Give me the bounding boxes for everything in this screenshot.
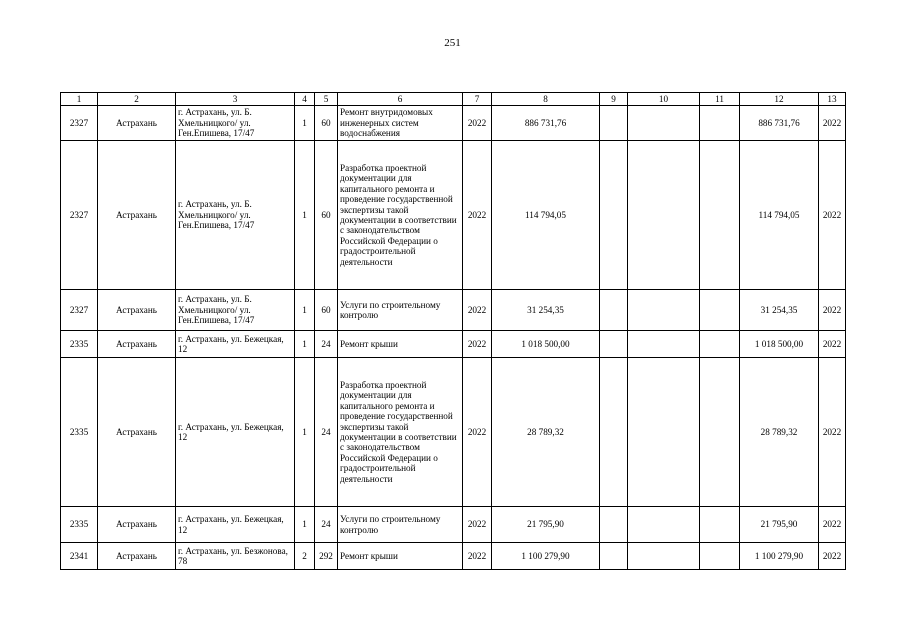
cell-address: г. Астрахань, ул. Бежецкая, 12	[176, 507, 295, 543]
cell-city: Астрахань	[98, 290, 176, 331]
cell-total: 1 100 279,90	[740, 543, 819, 570]
cell-end-year: 2022	[819, 331, 846, 358]
cell-col10	[628, 141, 700, 290]
cell-col5: 292	[315, 543, 338, 570]
cell-work: Разработка проектной документации для капитального ремонта и проведение государственной экспертизы такой документации в соответствии с законодательством Российской Федерации о градостроительной деятельности	[338, 358, 463, 507]
cell-work: Ремонт крыши	[338, 331, 463, 358]
cell-year: 2022	[463, 141, 492, 290]
cell-col11	[700, 507, 740, 543]
table-row	[61, 290, 846, 331]
table-row	[61, 331, 846, 358]
cell-col11	[700, 358, 740, 507]
cell-address: г. Астрахань, ул. Б. Хмельницкого/ ул. Ген.Епишева, 17/47	[176, 290, 295, 331]
cell-total: 21 795,90	[740, 507, 819, 543]
cell-city: Астрахань	[98, 106, 176, 141]
table-row	[61, 106, 846, 141]
cell-col9	[600, 507, 628, 543]
cell-col9	[600, 331, 628, 358]
cell-id: 2327	[61, 290, 98, 331]
cell-address: г. Астрахань, ул. Б. Хмельницкого/ ул. Ген.Епишева, 17/47	[176, 106, 295, 141]
cell-col10	[628, 106, 700, 141]
cell-sum: 1 018 500,00	[492, 331, 600, 358]
cell-col11	[700, 290, 740, 331]
cell-year: 2022	[463, 290, 492, 331]
cell-col11	[700, 331, 740, 358]
cell-year: 2022	[463, 331, 492, 358]
cell-col4: 1	[295, 106, 315, 141]
cell-sum: 28 789,32	[492, 358, 600, 507]
col-header: 2	[98, 93, 176, 106]
cell-work: Услуги по строительному контролю	[338, 507, 463, 543]
cell-work: Услуги по строительному контролю	[338, 290, 463, 331]
table-row	[61, 507, 846, 543]
cell-col5: 24	[315, 358, 338, 507]
cell-col11	[700, 543, 740, 570]
cell-address: г. Астрахань, ул. Бежецкая, 12	[176, 358, 295, 507]
cell-id: 2341	[61, 543, 98, 570]
cell-id: 2327	[61, 141, 98, 290]
cell-col5: 24	[315, 331, 338, 358]
cell-col10	[628, 331, 700, 358]
col-header: 3	[176, 93, 295, 106]
repair-program-table	[60, 92, 846, 570]
cell-sum: 1 100 279,90	[492, 543, 600, 570]
cell-year: 2022	[463, 106, 492, 141]
cell-sum: 114 794,05	[492, 141, 600, 290]
cell-col4: 2	[295, 543, 315, 570]
cell-total: 1 018 500,00	[740, 331, 819, 358]
col-header: 4	[295, 93, 315, 106]
cell-col10	[628, 507, 700, 543]
cell-end-year: 2022	[819, 290, 846, 331]
cell-year: 2022	[463, 543, 492, 570]
col-header: 13	[819, 93, 846, 106]
cell-id: 2335	[61, 358, 98, 507]
col-header: 6	[338, 93, 463, 106]
cell-total: 28 789,32	[740, 358, 819, 507]
cell-id: 2335	[61, 507, 98, 543]
cell-col5: 24	[315, 507, 338, 543]
cell-col5: 60	[315, 290, 338, 331]
cell-address: г. Астрахань, ул. Б. Хмельницкого/ ул. Ген.Епишева, 17/47	[176, 141, 295, 290]
cell-end-year: 2022	[819, 141, 846, 290]
table-row	[61, 543, 846, 570]
cell-col10	[628, 290, 700, 331]
col-header: 9	[600, 93, 628, 106]
cell-address: г. Астрахань, ул. Безжонова, 78	[176, 543, 295, 570]
cell-end-year: 2022	[819, 106, 846, 141]
cell-col11	[700, 106, 740, 141]
cell-address: г. Астрахань, ул. Бежецкая, 12	[176, 331, 295, 358]
cell-end-year: 2022	[819, 358, 846, 507]
cell-col4: 1	[295, 507, 315, 543]
cell-city: Астрахань	[98, 141, 176, 290]
cell-year: 2022	[463, 507, 492, 543]
cell-col9	[600, 106, 628, 141]
col-header: 5	[315, 93, 338, 106]
col-header: 8	[492, 93, 600, 106]
table-row	[61, 141, 846, 290]
col-header: 10	[628, 93, 700, 106]
cell-id: 2327	[61, 106, 98, 141]
col-header: 7	[463, 93, 492, 106]
cell-id: 2335	[61, 331, 98, 358]
cell-col11	[700, 141, 740, 290]
cell-total: 886 731,76	[740, 106, 819, 141]
cell-col10	[628, 358, 700, 507]
cell-col9	[600, 141, 628, 290]
page-number: 251	[444, 37, 461, 49]
cell-sum: 886 731,76	[492, 106, 600, 141]
cell-col4: 1	[295, 141, 315, 290]
cell-city: Астрахань	[98, 543, 176, 570]
cell-col5: 60	[315, 106, 338, 141]
cell-end-year: 2022	[819, 507, 846, 543]
cell-work: Разработка проектной документации для капитального ремонта и проведение государственной экспертизы такой документации в соответствии с законодательством Российской Федерации о градостроительной деятельности	[338, 141, 463, 290]
col-header: 12	[740, 93, 819, 106]
col-header: 1	[61, 93, 98, 106]
cell-col10	[628, 543, 700, 570]
table-row	[61, 358, 846, 507]
cell-col9	[600, 543, 628, 570]
cell-sum: 21 795,90	[492, 507, 600, 543]
col-header: 11	[700, 93, 740, 106]
cell-city: Астрахань	[98, 507, 176, 543]
cell-work: Ремонт крыши	[338, 543, 463, 570]
cell-total: 31 254,35	[740, 290, 819, 331]
cell-sum: 31 254,35	[492, 290, 600, 331]
cell-col9	[600, 290, 628, 331]
cell-col5: 60	[315, 141, 338, 290]
cell-col9	[600, 358, 628, 507]
cell-total: 114 794,05	[740, 141, 819, 290]
cell-city: Астрахань	[98, 331, 176, 358]
cell-year: 2022	[463, 358, 492, 507]
cell-end-year: 2022	[819, 543, 846, 570]
cell-col4: 1	[295, 358, 315, 507]
header-row	[61, 93, 846, 106]
cell-col4: 1	[295, 290, 315, 331]
cell-col4: 1	[295, 331, 315, 358]
cell-work: Ремонт внутридомовых инженерных систем водоснабжения	[338, 106, 463, 141]
cell-city: Астрахань	[98, 358, 176, 507]
